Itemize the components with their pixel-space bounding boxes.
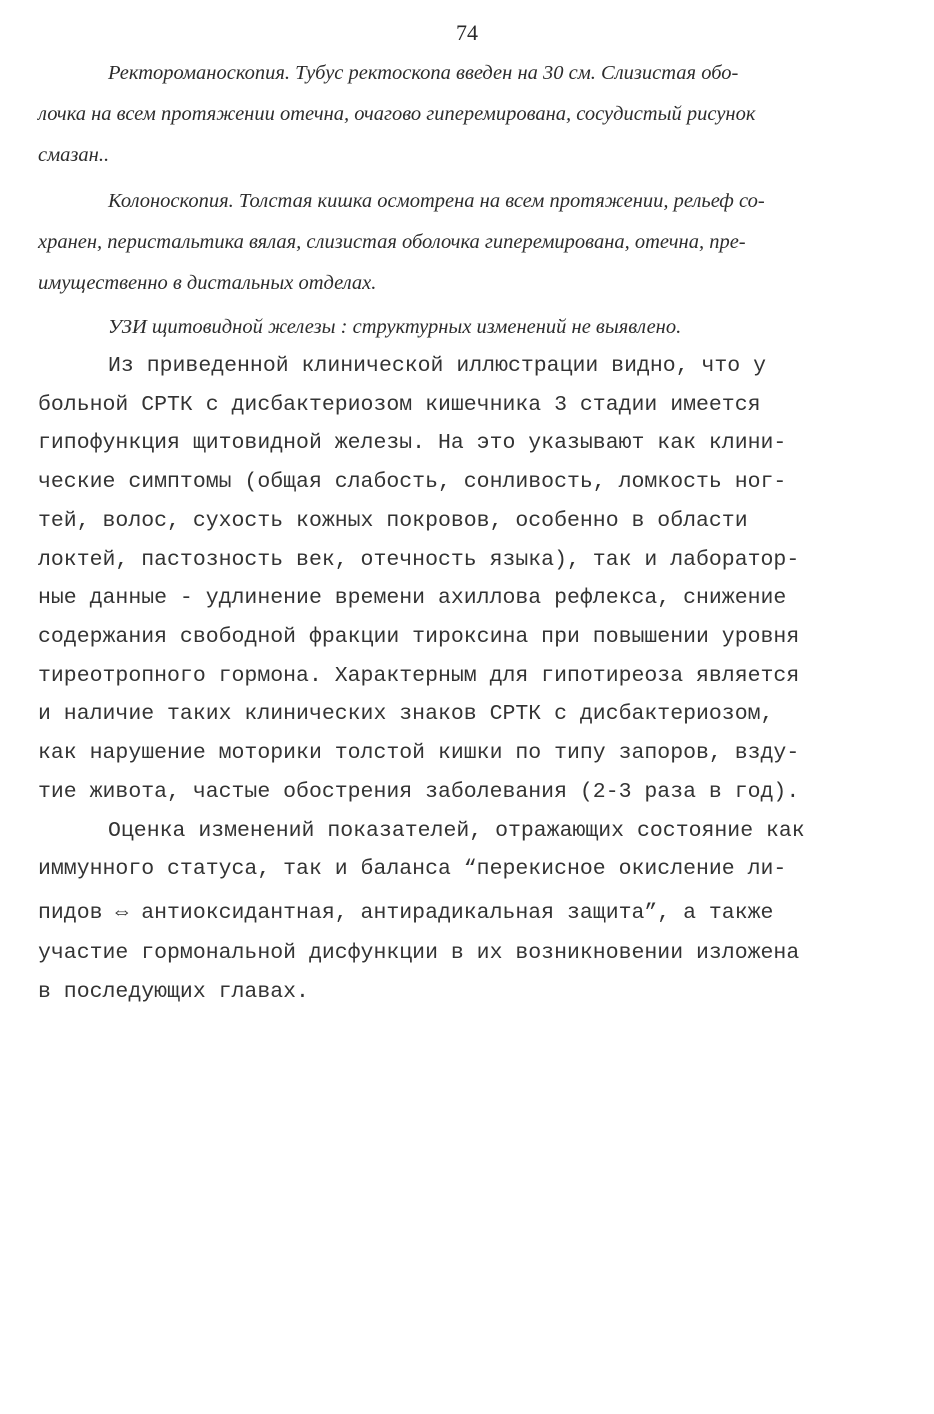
- text-line: локтей, пастозность век, отечность языка), так и лаборатор-: [38, 548, 800, 572]
- text-line: Оценка изменений показателей, отражающих состояние как: [108, 819, 805, 843]
- text-line: тиреотропного гормона. Характерным для гипотиреоза является: [38, 664, 800, 688]
- page-number: 74: [456, 20, 478, 45]
- text-line: тей, волос, сухость кожных покровов, особенно в области: [38, 509, 748, 533]
- text-line: и наличие таких клинических знаков СРТК с дисбактериозом,: [38, 702, 774, 726]
- text-line: смазан..: [38, 144, 110, 166]
- text-line: лочка на всем протяжении отечна, очагово гиперемирована, сосудистый рисунок: [38, 103, 756, 125]
- text-line: тие живота, частые обострения заболевания (2-3 раза в год).: [38, 780, 800, 804]
- text-line: Из приведенной клинической иллюстрации видно, что у: [108, 354, 767, 378]
- text-line: Колоноскопия. Толстая кишка осмотрена на всем протяжении, рельеф со-: [108, 190, 765, 212]
- text-line: пидов ⇔ антиоксидантная, антирадикальная защита”, а также: [38, 901, 774, 925]
- text-line: участие гормональной дисфункции в их возникновении изложена: [38, 941, 800, 965]
- text-line: гипофункция щитовидной железы. На это указывают как клини-: [38, 431, 787, 455]
- text-line: УЗИ щитовидной железы : структурных изменений не выявлено.: [108, 316, 682, 338]
- text-line: хранен, перистальтика вялая, слизистая оболочка гиперемирована, отечна, пре-: [38, 231, 746, 253]
- text-line: иммунного статуса, так и баланса “перекисное окисление ли-: [38, 857, 787, 881]
- text-line: Ректороманоскопия. Тубус ректоскопа введен на 30 см. Слизистая обо-: [108, 62, 739, 84]
- text-line: больной СРТК с дисбактериозом кишечника 3 стадии имеется: [38, 393, 761, 417]
- text-line: ческие симптомы (общая слабость, сонливость, ломкость ног-: [38, 470, 787, 494]
- text-line: имущественно в дистальных отделах.: [38, 272, 377, 294]
- text-line: содержания свободной фракции тироксина при повышении уровня: [38, 625, 800, 649]
- text-line: в последующих главах.: [38, 980, 309, 1004]
- text-line: как нарушение моторики толстой кишки по типу запоров, взду-: [38, 741, 800, 765]
- text-line: ные данные - удлинение времени ахиллова рефлекса, снижение: [38, 586, 787, 610]
